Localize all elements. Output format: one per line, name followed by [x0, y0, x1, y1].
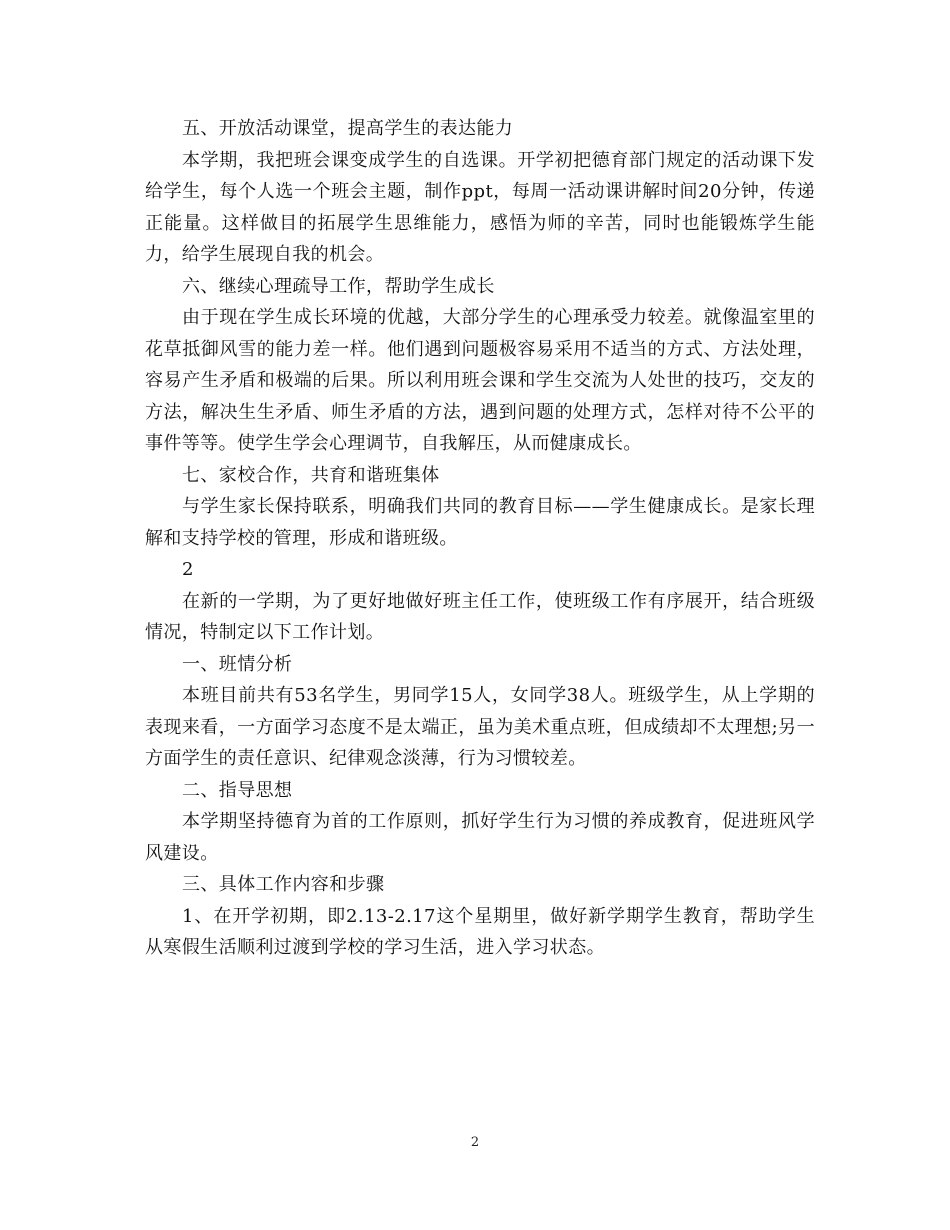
body-paragraph: 在新的一学期，为了更好地做好班主任工作，使班级工作有序展开，结合班级情况，特制定以下工作计划。	[145, 590, 815, 643]
section-heading: 三、具体工作内容和步骤	[182, 874, 385, 895]
body-paragraph: 与学生家长保持联系，明确我们共同的教育目标——学生健康成长。是家长理解和支持学校的管理，形成和谐班级。	[145, 496, 815, 549]
document-body	[145, 113, 815, 964]
body-paragraph: 1、在开学初期，即2.13-2.17这个星期里，做好新学期学生教育，帮助学生从寒假生活顺利过渡到学校的学习生活，进入学习状态。	[145, 905, 815, 958]
section-number: 2	[182, 559, 194, 580]
body-paragraph: 本学期，我把班会课变成学生的自选课。开学初把德育部门规定的活动课下发给学生，每个人选一个班会主题，制作ppt，每周一活动课讲解时间20分钟，传递正能量。这样做目的拓展学生思维能力，感悟为师的辛苦，同时也能锻炼学生能力，给学生展现自我的机会。	[145, 149, 815, 265]
body-paragraph: 本学期坚持德育为首的工作原则，抓好学生行为习惯的养成教育，促进班风学风建设。	[145, 811, 815, 864]
body-paragraph: 本班目前共有53名学生，男同学15人，女同学38人。班级学生，从上学期的表现来看，一方面学习态度不是太端正，虽为美术重点班，但成绩却不太理想;另一方面学生的责任意识、纪律观念淡薄，行为习惯较差。	[145, 685, 815, 769]
section-heading: 七、家校合作，共育和谐班集体	[182, 464, 440, 486]
page-number: 2	[470, 1135, 480, 1150]
section-heading: 一、班情分析	[182, 653, 293, 675]
body-paragraph: 由于现在学生成长环境的优越，大部分学生的心理承受力较差。就像温室里的花草抵御风雪的能力差一样。他们遇到问题极容易采用不适当的方式、方法处理，容易产生矛盾和极端的后果。所以利用班会课和学生交流为人处世的技巧，交友的方法，解决生生矛盾、师生矛盾的方法，遇到问题的处理方式，怎样对待不公平的事件等等。使学生学会心理调节，自我解压，从而健康成长。	[145, 307, 815, 454]
section-heading: 二、指导思想	[182, 779, 293, 801]
section-heading: 六、继续心理疏导工作，帮助学生成长	[182, 275, 495, 297]
section-heading: 五、开放活动课堂，提高学生的表达能力	[182, 118, 514, 139]
